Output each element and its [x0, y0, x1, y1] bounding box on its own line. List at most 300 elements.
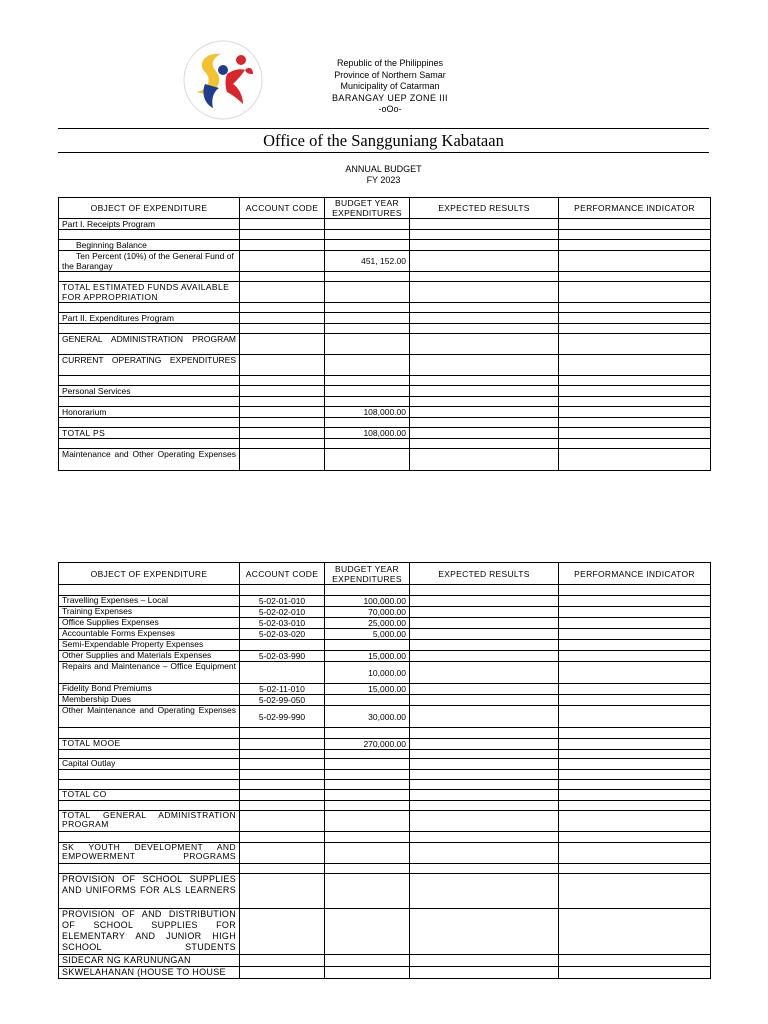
table-row	[59, 811, 711, 832]
indicator-cell	[559, 874, 711, 909]
account-cell	[240, 282, 325, 303]
account-cell: 5-02-99-050	[240, 695, 325, 706]
indicator-cell	[559, 739, 711, 750]
expected-cell	[410, 313, 559, 324]
expected-cell	[410, 272, 559, 282]
budget-cell	[325, 843, 410, 864]
budget-cell	[325, 282, 410, 303]
budget-cell: 30,000.00	[325, 706, 410, 728]
table-row	[59, 955, 711, 967]
expected-cell	[410, 790, 559, 801]
table-row	[59, 272, 711, 282]
object-cell: Repairs and Maintenance – Office Equipment	[59, 662, 240, 684]
column-header-expected: EXPECTED RESULTS	[410, 198, 559, 219]
budget-cell: 270,000.00	[325, 739, 410, 750]
expected-cell	[410, 864, 559, 874]
object-cell	[59, 770, 240, 780]
indicator-cell	[559, 695, 711, 706]
account-cell	[240, 811, 325, 832]
account-cell	[240, 219, 325, 230]
account-cell	[240, 376, 325, 386]
indicator-cell	[559, 355, 711, 376]
budget-cell	[325, 230, 410, 240]
table-row	[59, 449, 711, 471]
indicator-cell	[559, 376, 711, 386]
column-header-object: OBJECT OF EXPENDITURE	[59, 198, 240, 219]
table-row	[59, 629, 711, 640]
table-row	[59, 843, 711, 864]
budget-cell	[325, 439, 410, 449]
budget-cell: 108,000.00	[325, 407, 410, 418]
budget-cell	[325, 790, 410, 801]
budget-cell: 25,000.00	[325, 618, 410, 629]
account-cell	[240, 967, 325, 979]
table-row	[59, 706, 711, 728]
object-cell: Travelling Expenses – Local	[59, 596, 240, 607]
object-cell: SIDECAR NG KARUNUNGAN	[59, 955, 240, 967]
account-cell	[240, 230, 325, 240]
object-cell: Semi-Expendable Property Expenses	[59, 640, 240, 651]
expected-cell	[410, 640, 559, 651]
expected-cell	[410, 801, 559, 811]
object-cell: Maintenance and Other Operating Expenses	[59, 449, 240, 471]
indicator-cell	[559, 770, 711, 780]
budget-cell	[325, 585, 410, 596]
table-row	[59, 251, 711, 272]
object-cell: TOTAL GENERAL ADMINISTRATION PROGRAM	[59, 811, 240, 832]
indicator-cell	[559, 418, 711, 428]
indicator-cell	[559, 651, 711, 662]
bottom-rule	[58, 152, 709, 153]
table-row	[59, 750, 711, 759]
expected-cell	[410, 759, 559, 770]
table-row	[59, 428, 711, 439]
budget-cell: 108,000.00	[325, 428, 410, 439]
indicator-cell	[559, 240, 711, 251]
account-cell: 5-02-02-010	[240, 607, 325, 618]
indicator-cell	[559, 596, 711, 607]
account-cell	[240, 739, 325, 750]
expected-cell	[410, 651, 559, 662]
account-cell	[240, 770, 325, 780]
indicator-cell	[559, 750, 711, 759]
object-cell	[59, 801, 240, 811]
budget-cell	[325, 272, 410, 282]
expected-cell	[410, 618, 559, 629]
table-row	[59, 695, 711, 706]
account-cell	[240, 801, 325, 811]
account-cell	[240, 832, 325, 843]
expected-cell	[410, 684, 559, 695]
budget-cell	[325, 728, 410, 739]
account-cell	[240, 640, 325, 651]
expected-cell	[410, 251, 559, 272]
expected-cell	[410, 428, 559, 439]
indicator-cell	[559, 967, 711, 979]
expected-cell	[410, 629, 559, 640]
budget-cell: 15,000.00	[325, 684, 410, 695]
account-cell	[240, 439, 325, 449]
indicator-cell	[559, 219, 711, 230]
column-header-object: OBJECT OF EXPENDITURE	[59, 563, 240, 585]
account-cell	[240, 662, 325, 684]
table-row	[59, 759, 711, 770]
column-header-account: ACCOUNT CODE	[240, 198, 325, 219]
column-header-indicator: PERFORMANCE INDICATOR	[559, 563, 711, 585]
expected-cell	[410, 386, 559, 397]
object-cell: Personal Services	[59, 386, 240, 397]
account-cell	[240, 955, 325, 967]
table-row	[59, 864, 711, 874]
indicator-cell	[559, 607, 711, 618]
budget-cell	[325, 449, 410, 471]
budget-cell	[325, 770, 410, 780]
object-cell: Training Expenses	[59, 607, 240, 618]
object-cell	[59, 750, 240, 759]
expected-cell	[410, 739, 559, 750]
expected-cell	[410, 230, 559, 240]
account-cell	[240, 790, 325, 801]
object-cell: Ten Percent (10%) of the General Fund of the Barangay	[59, 251, 240, 272]
expected-cell	[410, 874, 559, 909]
expected-cell	[410, 909, 559, 955]
object-cell: TOTAL MOOE	[59, 739, 240, 750]
budget-cell	[325, 780, 410, 790]
indicator-cell	[559, 230, 711, 240]
indicator-cell	[559, 449, 711, 471]
account-cell	[240, 334, 325, 355]
object-cell	[59, 272, 240, 282]
object-cell	[59, 230, 240, 240]
budget-cell	[325, 967, 410, 979]
budget-cell	[325, 801, 410, 811]
expected-cell	[410, 967, 559, 979]
account-cell	[240, 585, 325, 596]
account-cell	[240, 313, 325, 324]
table-row	[59, 684, 711, 695]
object-cell	[59, 418, 240, 428]
table-row	[59, 790, 711, 801]
expected-cell	[410, 706, 559, 728]
table-row	[59, 770, 711, 780]
object-cell	[59, 832, 240, 843]
expected-cell	[410, 843, 559, 864]
table-row	[59, 386, 711, 397]
account-cell	[240, 750, 325, 759]
column-header-indicator: PERFORMANCE INDICATOR	[559, 198, 711, 219]
budget-cell	[325, 832, 410, 843]
budget-cell: 15,000.00	[325, 651, 410, 662]
account-cell	[240, 407, 325, 418]
municipality-line: Municipality of Catarman	[340, 81, 440, 91]
table-row	[59, 780, 711, 790]
table-row	[59, 585, 711, 596]
object-cell: Fidelity Bond Premiums	[59, 684, 240, 695]
object-cell: SKWELAHANAN (HOUSE TO HOUSE	[59, 967, 240, 979]
account-cell	[240, 303, 325, 313]
budget-cell: 5,000.00	[325, 629, 410, 640]
budget-cell	[325, 864, 410, 874]
table-row	[59, 874, 711, 909]
table-row	[59, 355, 711, 376]
table-header-row	[59, 563, 711, 585]
account-cell	[240, 843, 325, 864]
indicator-cell	[559, 324, 711, 334]
expected-cell	[410, 397, 559, 407]
account-cell	[240, 324, 325, 334]
column-header-account: ACCOUNT CODE	[240, 563, 325, 585]
object-cell: Part II. Expenditures Program	[59, 313, 240, 324]
table-row	[59, 909, 711, 955]
account-cell	[240, 759, 325, 770]
table-row	[59, 240, 711, 251]
object-cell	[59, 324, 240, 334]
account-cell: 5-02-99-990	[240, 706, 325, 728]
object-cell	[59, 439, 240, 449]
expected-cell	[410, 695, 559, 706]
indicator-cell	[559, 272, 711, 282]
account-cell: 5-02-03-020	[240, 629, 325, 640]
indicator-cell	[559, 728, 711, 739]
office-title: Office of the Sangguniang Kabataan	[263, 131, 504, 150]
indicator-cell	[559, 706, 711, 728]
table-row	[59, 376, 711, 386]
table-row	[59, 640, 711, 651]
indicator-cell	[559, 439, 711, 449]
table-row	[59, 607, 711, 618]
object-cell: GENERAL ADMINISTRATION PROGRAM	[59, 334, 240, 355]
object-cell	[59, 397, 240, 407]
column-header-budget: BUDGET YEAR EXPENDITURES	[325, 563, 410, 585]
budget-cell	[325, 313, 410, 324]
object-cell	[59, 303, 240, 313]
expected-cell	[410, 750, 559, 759]
table-row	[59, 313, 711, 324]
table-row	[59, 282, 711, 303]
table-row	[59, 439, 711, 449]
indicator-cell	[559, 428, 711, 439]
expected-cell	[410, 282, 559, 303]
table-row	[59, 596, 711, 607]
budget-cell	[325, 386, 410, 397]
expected-cell	[410, 376, 559, 386]
table-row	[59, 334, 711, 355]
expected-cell	[410, 662, 559, 684]
indicator-cell	[559, 640, 711, 651]
indicator-cell	[559, 811, 711, 832]
separator-line: -oOo-	[378, 104, 402, 114]
account-cell: 5-02-03-990	[240, 651, 325, 662]
object-cell: Membership Dues	[59, 695, 240, 706]
account-cell: 5-02-11-010	[240, 684, 325, 695]
budget-cell: 100,000.00	[325, 596, 410, 607]
column-header-expected: EXPECTED RESULTS	[410, 563, 559, 585]
budget-cell	[325, 397, 410, 407]
account-cell	[240, 418, 325, 428]
expected-cell	[410, 439, 559, 449]
expected-cell	[410, 418, 559, 428]
indicator-cell	[559, 397, 711, 407]
object-cell: Other Maintenance and Operating Expenses	[59, 706, 240, 728]
account-cell: 5-02-01-010	[240, 596, 325, 607]
indicator-cell	[559, 407, 711, 418]
object-cell: TOTAL CO	[59, 790, 240, 801]
expected-cell	[410, 596, 559, 607]
indicator-cell	[559, 843, 711, 864]
table-row	[59, 651, 711, 662]
table-row	[59, 832, 711, 843]
table-row	[59, 397, 711, 407]
object-cell: CURRENT OPERATING EXPENDITURES	[59, 355, 240, 376]
object-cell: Beginning Balance	[59, 240, 240, 251]
budget-cell	[325, 695, 410, 706]
account-cell: 5-02-03-010	[240, 618, 325, 629]
table-row	[59, 407, 711, 418]
object-cell: TOTAL PS	[59, 428, 240, 439]
budget-cell	[325, 909, 410, 955]
account-cell	[240, 909, 325, 955]
indicator-cell	[559, 759, 711, 770]
object-cell: Part I. Receipts Program	[59, 219, 240, 230]
barangay-line: BARANGAY UEP ZONE III	[332, 92, 448, 103]
indicator-cell	[559, 618, 711, 629]
object-cell: Capital Outlay	[59, 759, 240, 770]
indicator-cell	[559, 282, 711, 303]
object-cell	[59, 780, 240, 790]
fiscal-year: FY 2023	[366, 175, 401, 185]
object-cell: Accountable Forms Expenses	[59, 629, 240, 640]
annual-budget-title: ANNUAL BUDGET	[345, 164, 422, 174]
table-row	[59, 324, 711, 334]
object-cell: Office Supplies Expenses	[59, 618, 240, 629]
table-row	[59, 739, 711, 750]
table-row	[59, 728, 711, 739]
expected-cell	[410, 955, 559, 967]
object-cell: Other Supplies and Materials Expenses	[59, 651, 240, 662]
budget-cell	[325, 874, 410, 909]
sk-logo	[183, 40, 263, 120]
indicator-cell	[559, 251, 711, 272]
expected-cell	[410, 449, 559, 471]
account-cell	[240, 355, 325, 376]
object-cell: Honorarium	[59, 407, 240, 418]
account-cell	[240, 728, 325, 739]
republic-heading	[290, 58, 490, 116]
indicator-cell	[559, 909, 711, 955]
expected-cell	[410, 811, 559, 832]
province-line: Province of Northern Samar	[334, 69, 446, 80]
indicator-cell	[559, 303, 711, 313]
expected-cell	[410, 770, 559, 780]
indicator-cell	[559, 801, 711, 811]
account-cell	[240, 240, 325, 251]
indicator-cell	[559, 585, 711, 596]
column-header-budget: BUDGET YEAR EXPENDITURES	[325, 198, 410, 219]
budget-cell	[325, 219, 410, 230]
indicator-cell	[559, 684, 711, 695]
object-cell	[59, 376, 240, 386]
budget-cell	[325, 759, 410, 770]
object-cell: TOTAL ESTIMATED FUNDS AVAILABLE FOR APPROPRIATION	[59, 282, 240, 303]
expected-cell	[410, 607, 559, 618]
table-row	[59, 662, 711, 684]
top-rule	[58, 128, 709, 129]
account-cell	[240, 449, 325, 471]
budget-cell	[325, 418, 410, 428]
expected-cell	[410, 334, 559, 355]
account-cell	[240, 874, 325, 909]
document-header	[0, 0, 768, 125]
table-header-row	[59, 198, 711, 219]
object-cell: PROVISION OF AND DISTRIBUTION OF SCHOOL SUPPLIES FOR ELEMENTARY AND JUNIOR HIGH SCHOOL STUDENTS	[59, 909, 240, 955]
expected-cell	[410, 832, 559, 843]
expected-cell	[410, 728, 559, 739]
indicator-cell	[559, 662, 711, 684]
account-cell	[240, 397, 325, 407]
account-cell	[240, 386, 325, 397]
indicator-cell	[559, 832, 711, 843]
budget-table-part1	[58, 197, 711, 471]
budget-cell	[325, 355, 410, 376]
object-cell: SK YOUTH DEVELOPMENT AND EMPOWERMENT PROGRAMS	[59, 843, 240, 864]
budget-table-part2	[58, 562, 711, 979]
republic-line: Republic of the Philippines	[336, 58, 444, 68]
table-row	[59, 618, 711, 629]
indicator-cell	[559, 790, 711, 801]
expected-cell	[410, 240, 559, 251]
table-row	[59, 230, 711, 240]
table-row	[59, 303, 711, 313]
budget-cell	[325, 303, 410, 313]
indicator-cell	[559, 313, 711, 324]
object-cell: PROVISION OF SCHOOL SUPPLIES AND UNIFORMS FOR ALS LEARNERS	[59, 874, 240, 909]
budget-cell	[325, 811, 410, 832]
budget-cell	[325, 334, 410, 355]
account-cell	[240, 251, 325, 272]
budget-cell	[325, 324, 410, 334]
account-cell	[240, 428, 325, 439]
table-row	[59, 418, 711, 428]
budget-cell	[325, 640, 410, 651]
budget-cell	[325, 240, 410, 251]
budget-cell: 70,000.00	[325, 607, 410, 618]
budget-cell	[325, 376, 410, 386]
indicator-cell	[559, 629, 711, 640]
expected-cell	[410, 585, 559, 596]
expected-cell	[410, 303, 559, 313]
indicator-cell	[559, 864, 711, 874]
indicator-cell	[559, 955, 711, 967]
table-row	[59, 801, 711, 811]
indicator-cell	[559, 386, 711, 397]
indicator-cell	[559, 780, 711, 790]
expected-cell	[410, 780, 559, 790]
expected-cell	[410, 219, 559, 230]
expected-cell	[410, 324, 559, 334]
table-row	[59, 967, 711, 979]
budget-cell	[325, 955, 410, 967]
budget-cell: 451, 152.00	[325, 251, 410, 272]
account-cell	[240, 780, 325, 790]
budget-cell: 10,000.00	[325, 662, 410, 684]
object-cell	[59, 864, 240, 874]
expected-cell	[410, 355, 559, 376]
account-cell	[240, 864, 325, 874]
object-cell	[59, 728, 240, 739]
object-cell	[59, 585, 240, 596]
table-row	[59, 219, 711, 230]
budget-cell	[325, 750, 410, 759]
